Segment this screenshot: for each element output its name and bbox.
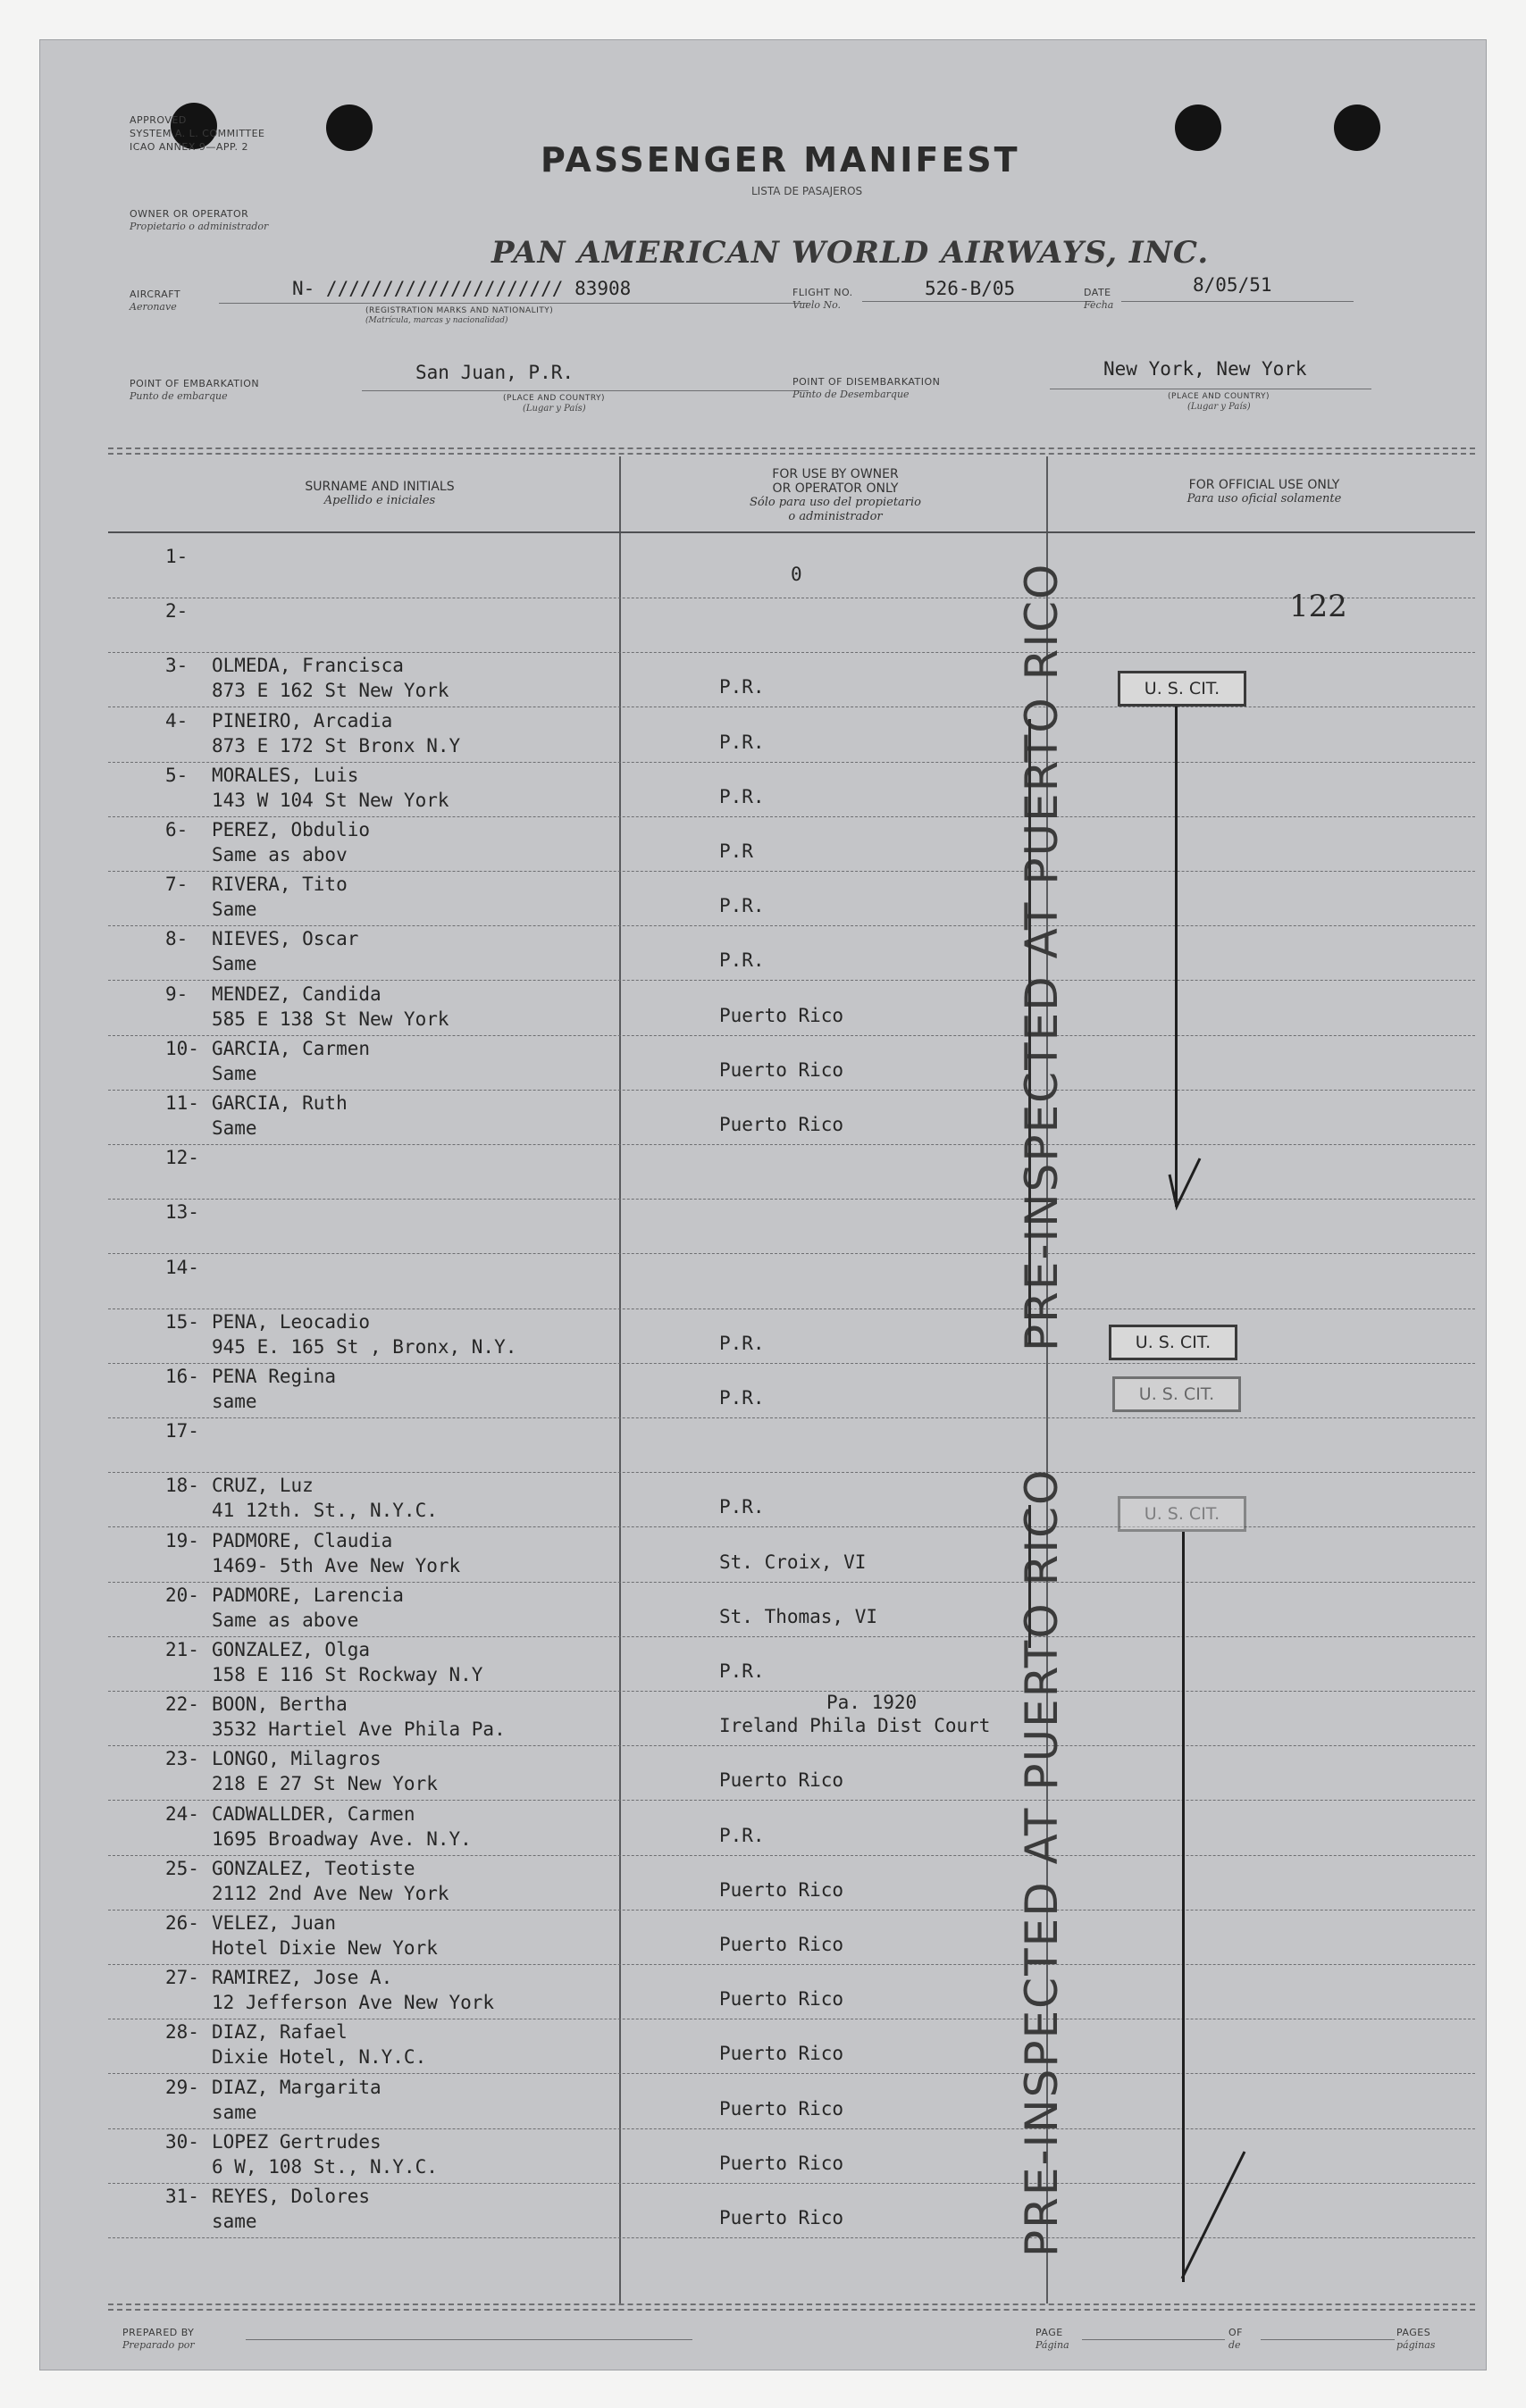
approval-line: SYSTEM A. L. COMMITTEE <box>130 128 265 139</box>
passenger-address: 218 E 27 St New York <box>212 1773 438 1795</box>
passenger-origin: P.R. <box>719 1496 765 1518</box>
date-label-es: Fecha <box>1084 299 1114 311</box>
manifest-row <box>165 1366 1523 1421</box>
manifest-row <box>165 1420 1523 1476</box>
passenger-name: PENA Regina <box>212 1366 337 1387</box>
passenger-address: 41 12th. St., N.Y.C. <box>212 1500 438 1522</box>
passenger-origin: Puerto Rico <box>719 1058 844 1081</box>
manifest-row <box>165 655 1523 710</box>
manifest-row <box>165 1748 1523 1803</box>
column-title: OR OPERATOR ONLY <box>772 481 899 496</box>
column-title-es: Para uso oficial solamente <box>1186 492 1342 506</box>
row-number: 7- <box>165 874 189 896</box>
passenger-name: BOON, Bertha <box>212 1693 348 1716</box>
passenger-name: PADMORE, Larencia <box>212 1584 404 1606</box>
passenger-count: 122 <box>1289 589 1347 624</box>
passenger-name: RAMIREZ, Jose A. <box>212 1967 393 1989</box>
passenger-origin: P.R. <box>719 676 765 698</box>
punch-hole <box>326 105 373 151</box>
check-mark-icon <box>1177 2148 1248 2282</box>
manifest-row <box>165 710 1523 765</box>
us-cit-stamp: U. S. CIT. <box>1118 671 1246 707</box>
passenger-origin: St. Thomas, VI <box>719 1605 878 1627</box>
surname-column-header <box>165 480 594 508</box>
row-number: 24- <box>165 1802 199 1825</box>
registration-note-es: (Matrícula, marcas y nacionalidad) <box>365 316 508 325</box>
row-number: 30- <box>165 2130 199 2153</box>
passenger-name: CRUZ, Luz <box>212 1475 314 1497</box>
passenger-name: GONZALEZ, Teotiste <box>212 1857 415 1879</box>
page-label: PAGE <box>1036 2327 1063 2338</box>
passenger-address: 1695 Broadway Ave. N.Y. <box>212 1827 472 1850</box>
passenger-origin: P.R. <box>719 1332 765 1354</box>
passenger-address: 585 E 138 St New York <box>212 1008 449 1030</box>
row-number: 25- <box>165 1857 199 1879</box>
row-number: 10- <box>165 1037 199 1059</box>
passenger-address: Dixie Hotel, N.Y.C. <box>212 2046 427 2069</box>
manifest-row <box>165 1475 1523 1530</box>
passenger-origin: Puerto Rico <box>719 1004 844 1026</box>
passenger-name: REYES, Dolores <box>212 2186 371 2207</box>
passenger-address: 6 W, 108 St., N.Y.C. <box>212 2155 438 2178</box>
manifest-row <box>165 1639 1523 1694</box>
passenger-origin: P.R. <box>719 1824 765 1846</box>
aircraft-value: N- ///////////////////// 83908 <box>292 278 632 299</box>
flight-number: 526-B/05 <box>925 278 1016 299</box>
passenger-address: Same <box>212 899 257 921</box>
us-cit-stamp: U. S. CIT. <box>1118 1496 1246 1532</box>
row-number: 28- <box>165 2021 199 2044</box>
us-cit-stamp: U. S. CIT. <box>1109 1325 1237 1360</box>
pages-label-es: páginas <box>1396 2339 1436 2351</box>
column-title: FOR USE BY OWNER <box>772 467 899 481</box>
passenger-address: 158 E 116 St Rockway N.Y <box>212 1664 483 1685</box>
embark-label-es: Punto de embarque <box>130 390 228 402</box>
passenger-name: CADWALLDER, Carmen <box>212 1802 415 1825</box>
manifest-paper <box>39 39 1487 2370</box>
manifest-row <box>165 2021 1523 2077</box>
passenger-address: same <box>212 2211 257 2232</box>
row-number: 3- <box>165 655 189 677</box>
passenger-address: 873 E 172 St Bronx N.Y <box>212 734 461 757</box>
passenger-origin: P.R <box>719 840 753 862</box>
manifest-row <box>165 2186 1523 2241</box>
owner-label: OWNER OR OPERATOR <box>130 208 249 220</box>
passenger-name: GARCIA, Carmen <box>212 1037 371 1059</box>
passenger-address: 143 W 104 St New York <box>212 789 449 811</box>
passenger-name: MORALES, Luis <box>212 764 359 786</box>
passenger-name: VELEZ, Juan <box>212 1912 337 1934</box>
punch-hole <box>1334 105 1380 151</box>
row-number: 14- <box>165 1256 199 1278</box>
passenger-name: PINEIRO, Arcadia <box>212 709 393 732</box>
passenger-note: Pa. 1920 <box>826 1692 918 1714</box>
column-title-es: o administrador <box>788 510 883 523</box>
passenger-address: Same <box>212 1062 257 1084</box>
manifest-row <box>165 1803 1523 1859</box>
manifest-row <box>165 819 1523 874</box>
pre-inspected-stamp: PRE-INSPECTED AT PUERTO RICO <box>1016 1467 1068 2257</box>
passenger-origin: St. Croix, VI <box>719 1551 867 1573</box>
column-title-es: Sólo para uso del propietario <box>749 496 922 509</box>
passenger-origin: P.R. <box>719 949 765 972</box>
passenger-address: Same as abov <box>212 844 348 865</box>
passenger-name: PEREZ, Obdulio <box>212 819 371 840</box>
passenger-name: NIEVES, Oscar <box>212 928 359 950</box>
passenger-origin: P.R. <box>719 895 765 917</box>
row-number: 22- <box>165 1693 199 1716</box>
of-label-es: de <box>1228 2339 1241 2351</box>
manifest-row <box>165 2077 1523 2132</box>
official-use-column-header <box>1059 478 1470 506</box>
passenger-name: OLMEDA, Francisca <box>212 655 404 677</box>
manifest-row <box>165 1201 1523 1257</box>
prepared-by-label-es: Preparado por <box>122 2339 195 2351</box>
flight-label-es: Vuelo No. <box>792 299 842 311</box>
manifest-row <box>165 1584 1523 1640</box>
passenger-origin: Puerto Rico <box>719 1934 844 1955</box>
row1-value: 0 <box>791 564 802 585</box>
row-number: 29- <box>165 2076 199 2098</box>
row-number: 23- <box>165 1748 199 1770</box>
company-name: PAN AMERICAN WORLD AIRWAYS, INC. <box>491 235 1210 271</box>
row-number: 11- <box>165 1092 199 1114</box>
aircraft-label: AIRCRAFT <box>130 288 181 300</box>
passenger-name: RIVERA, Tito <box>212 874 348 896</box>
passenger-name: PENA, Leocadio <box>212 1310 371 1333</box>
passenger-name: GARCIA, Ruth <box>212 1092 348 1114</box>
passenger-address: 12 Jefferson Ave New York <box>212 1992 495 2014</box>
passenger-name: DIAZ, Rafael <box>212 2021 348 2044</box>
row-number: 6- <box>165 819 189 840</box>
passenger-name: MENDEZ, Candida <box>212 982 382 1005</box>
manifest-row <box>165 1038 1523 1093</box>
manifest-row <box>165 2131 1523 2186</box>
row-number: 8- <box>165 928 189 950</box>
approval-line: ICAO ANNEX 9—APP. 2 <box>130 141 248 153</box>
row-number: 1- <box>165 546 189 567</box>
passenger-origin: Puerto Rico <box>719 2043 844 2065</box>
passenger-address: Same as above <box>212 1609 359 1631</box>
row-number: 26- <box>165 1912 199 1934</box>
passenger-origin: Puerto Rico <box>719 1988 844 2011</box>
manifest-row <box>165 1967 1523 2022</box>
manifest-row <box>165 1858 1523 1913</box>
us-cit-stamp: U. S. CIT. <box>1112 1376 1241 1412</box>
passenger-name: PADMORE, Claudia <box>212 1529 393 1551</box>
place-note-es: (Lugar y País) <box>523 404 586 414</box>
pages-label: PAGES <box>1396 2327 1431 2338</box>
aircraft-label-es: Aeronave <box>130 301 177 313</box>
row-number: 4- <box>165 709 189 732</box>
passenger-address: Same <box>212 1117 257 1139</box>
passenger-address: same <box>212 1391 257 1412</box>
owner-label-es: Propietario o administrador <box>130 221 269 232</box>
owner-use-column-header <box>630 467 1041 524</box>
row-number: 9- <box>165 982 189 1005</box>
approval-line: APPROVED <box>130 114 187 126</box>
manifest-row <box>165 1147 1523 1202</box>
approval-text <box>130 113 265 154</box>
manifest-row <box>165 1092 1523 1148</box>
passenger-name: LOPEZ Gertrudes <box>212 2130 382 2153</box>
passenger-address: Same <box>212 953 257 975</box>
row-number: 20- <box>165 1584 199 1606</box>
row-number: 27- <box>165 1967 199 1989</box>
disembark-label: POINT OF DISEMBARKATION <box>792 376 941 388</box>
passenger-origin: P.R. <box>719 785 765 807</box>
column-title-es: Apellido e iniciales <box>323 494 436 507</box>
passenger-name: DIAZ, Margarita <box>212 2076 382 2098</box>
row-number: 16- <box>165 1366 199 1387</box>
check-mark-icon <box>1168 1157 1203 1210</box>
page-title: PASSENGER MANIFEST <box>541 140 1020 180</box>
manifest-row <box>165 928 1523 983</box>
place-note-es: (Lugar y País) <box>1187 402 1251 412</box>
manifest-row <box>165 1257 1523 1312</box>
embark-value: San Juan, P.R. <box>415 362 574 383</box>
column-title: SURNAME AND INITIALS <box>305 480 455 494</box>
punch-hole <box>1175 105 1221 151</box>
passenger-address: 1469- 5th Ave New York <box>212 1554 461 1576</box>
passenger-address: same <box>212 2101 257 2123</box>
page-subtitle: LISTA DE PASAJEROS <box>751 185 863 197</box>
prepared-by-label: PREPARED BY <box>122 2327 195 2338</box>
date-value: 8/05/51 <box>1193 274 1272 296</box>
row-number: 12- <box>165 1147 199 1169</box>
passenger-name: LONGO, Milagros <box>212 1748 382 1770</box>
registration-note: (REGISTRATION MARKS AND NATIONALITY) <box>365 306 554 315</box>
pre-inspected-stamp: PRE-INSPECTED AT PUERTO RICO <box>1016 562 1068 1351</box>
passenger-address: Hotel Dixie New York <box>212 1937 438 1959</box>
embark-label: POINT OF EMBARKATION <box>130 378 260 389</box>
manifest-row <box>165 1530 1523 1585</box>
passenger-origin: Ireland Phila Dist Court <box>719 1715 991 1737</box>
manifest-row <box>165 1311 1523 1367</box>
row-number: 31- <box>165 2186 199 2207</box>
passenger-address: 3532 Hartiel Ave Phila Pa. <box>212 1718 506 1741</box>
disembark-label-es: Punto de Desembarque <box>792 389 910 400</box>
row-number: 19- <box>165 1529 199 1551</box>
row-number: 18- <box>165 1475 199 1497</box>
place-note: (PLACE AND COUNTRY) <box>1168 392 1270 401</box>
row-number: 15- <box>165 1310 199 1333</box>
passenger-origin: Puerto Rico <box>719 2152 844 2174</box>
manifest-row <box>165 983 1523 1039</box>
passenger-origin: Puerto Rico <box>719 2097 844 2120</box>
manifest-row <box>165 874 1523 929</box>
row-number: 21- <box>165 1639 199 1660</box>
row-number: 17- <box>165 1420 199 1442</box>
manifest-row <box>165 1912 1523 1968</box>
place-note: (PLACE AND COUNTRY) <box>503 394 606 403</box>
column-title: FOR OFFICIAL USE ONLY <box>1188 478 1340 492</box>
of-label: OF <box>1228 2327 1243 2338</box>
passenger-origin: Puerto Rico <box>719 1114 844 1135</box>
manifest-row <box>165 765 1523 820</box>
row-number: 2- <box>165 600 189 623</box>
manifest-row <box>165 1693 1523 1749</box>
passenger-address: 873 E 162 St New York <box>212 680 449 702</box>
row-number: 13- <box>165 1201 199 1224</box>
disembark-value: New York, New York <box>1103 358 1307 380</box>
date-label: DATE <box>1084 287 1111 298</box>
passenger-address: 2112 2nd Ave New York <box>212 1882 449 1904</box>
passenger-origin: Puerto Rico <box>719 2207 844 2228</box>
passenger-origin: Puerto Rico <box>719 1878 844 1901</box>
page-label-es: Página <box>1036 2339 1069 2351</box>
passenger-origin: Puerto Rico <box>719 1769 844 1792</box>
passenger-name: GONZALEZ, Olga <box>212 1639 371 1660</box>
passenger-origin: P.R. <box>719 731 765 753</box>
passenger-origin: P.R. <box>719 1660 765 1682</box>
passenger-origin: P.R. <box>719 1387 765 1409</box>
flight-label: FLIGHT NO. <box>792 287 853 298</box>
passenger-address: 945 E. 165 St , Bronx, N.Y. <box>212 1335 517 1358</box>
row-number: 5- <box>165 764 189 786</box>
